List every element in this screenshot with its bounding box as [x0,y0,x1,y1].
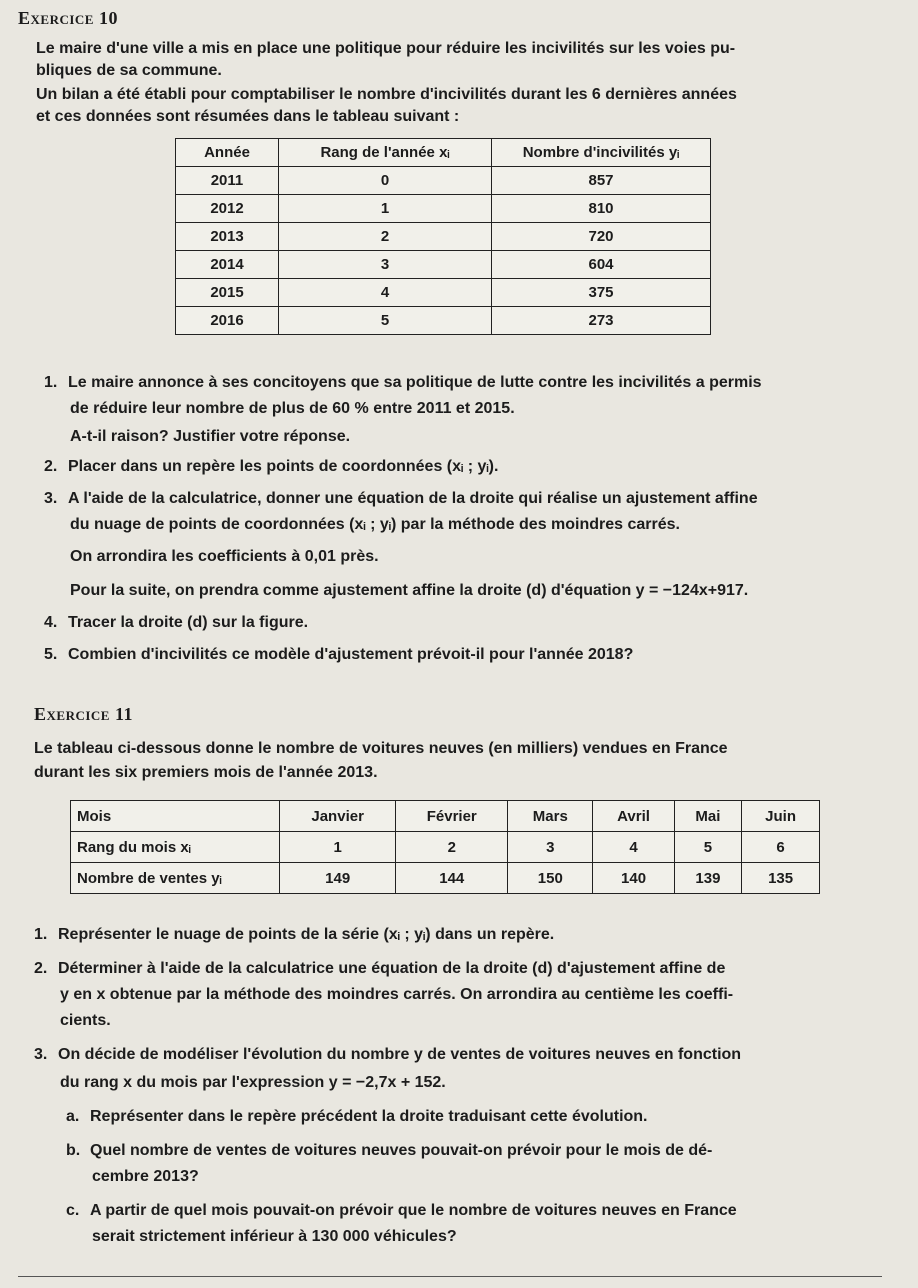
question-text: Représenter le nuage de points de la série (xᵢ ; yᵢ) dans un repère. [58,926,555,943]
table-header: Nombre d'incivilités yᵢ [492,139,711,167]
ex11-question-3a [66,1104,648,1130]
ex10-intro-line-3: Un bilan a été établi pour comptabiliser le nombre d'incivilités durant les 6 dernières années [36,86,737,103]
table-cell: 375 [492,279,711,307]
table-header-row [176,139,711,167]
question-text: Placer dans un repère les points de coordonnées (xᵢ ; yᵢ). [68,458,499,475]
question-number: 1. [34,926,48,943]
table-cell: 2013 [176,223,279,251]
table-row [71,863,820,894]
table-cell: 135 [742,863,820,894]
table-header: Juin [742,801,820,832]
table-cell: 149 [280,863,396,894]
exercise-11-title: Exercice 11 [34,704,133,724]
ex11-question-2 [34,956,725,982]
table-cell: 857 [492,167,711,195]
ex10-intro-line-4: et ces données sont résumées dans le tableau suivant : [36,108,460,125]
question-text: On décide de modéliser l'évolution du nombre y de ventes de voitures neuves en fonction [58,1046,742,1063]
table-cell: 720 [492,223,711,251]
table-cell: 1 [279,195,492,223]
ex11-question-3 [34,1042,741,1068]
ex10-question-3-line-3: On arrondira les coefficients à 0,01 près. [70,548,379,565]
ex11-question-3b [66,1138,712,1164]
ex11-intro-line-2: durant les six premiers mois de l'année 2013. [34,764,378,781]
ex11-question-1 [34,922,554,948]
ex11-question-2-line-3: cients. [60,1012,111,1029]
question-text: Combien d'incivilités ce modèle d'ajustement prévoit-il pour l'année 2018? [68,646,634,663]
question-text: Représenter dans le repère précédent la droite traduisant cette évolution. [90,1108,648,1125]
ex10-question-3-line-2: du nuage de points de coordonnées (xᵢ ; yᵢ) par la méthode des moindres carrés. [70,516,680,533]
table-cell: 1 [280,832,396,863]
table-cell: 140 [593,863,674,894]
question-number: 5. [44,646,58,663]
table-header: Février [396,801,508,832]
table-row [176,195,711,223]
question-number: 2. [44,458,58,475]
table-row [71,801,820,832]
question-text: Tracer la droite (d) sur la figure. [68,614,309,631]
row-label: Rang du mois xᵢ [71,832,280,863]
ex10-intro-line-1: Le maire d'une ville a mis en place une politique pour réduire les incivilités sur les voies pu- [36,40,736,57]
table-cell: 273 [492,307,711,335]
table-header: Rang de l'année xᵢ [279,139,492,167]
ex10-question-2 [44,454,498,480]
ex10-question-1-line-3: A-t-il raison? Justifier votre réponse. [70,428,351,445]
table-cell: 604 [492,251,711,279]
table-cell: 3 [508,832,593,863]
table-header: Mai [674,801,741,832]
question-number: 4. [44,614,58,631]
question-text: Quel nombre de ventes de voitures neuves pouvait-on prévoir pour le mois de dé- [90,1142,713,1159]
table-cell: 2015 [176,279,279,307]
question-text: A partir de quel mois pouvait-on prévoir que le nombre de voitures neuves en France [90,1202,737,1219]
table-header: Janvier [280,801,396,832]
question-number: 3. [34,1046,48,1063]
table-row [176,307,711,335]
page-bottom-divider [18,1276,882,1277]
table-cell: 0 [279,167,492,195]
ex10-question-5 [44,642,633,668]
table-cell: 150 [508,863,593,894]
question-number: 2. [34,960,48,977]
ex10-question-3 [44,486,758,512]
row-label: Mois [71,801,280,832]
ex11-question-2-line-2: y en x obtenue par la méthode des moindres carrés. On arrondira au centième les coeffi- [60,986,734,1003]
table-cell: 2 [396,832,508,863]
question-number: 3. [44,490,58,507]
table-cell: 2014 [176,251,279,279]
ex10-intro-line-2: bliques de sa commune. [36,62,222,79]
table-header: Avril [593,801,674,832]
ex10-question-3-line-4: Pour la suite, on prendra comme ajustement affine la droite (d) d'équation y = −124x+917. [70,582,749,599]
table-cell: 5 [279,307,492,335]
question-text: Déterminer à l'aide de la calculatrice une équation de la droite (d) d'ajustement affine de [58,960,726,977]
table-row [176,223,711,251]
table-row [176,167,711,195]
ex11-question-3c-line-2: serait strictement inférieur à 130 000 véhicules? [92,1228,457,1245]
table-cell: 2011 [176,167,279,195]
table-cell: 139 [674,863,741,894]
table-row [71,832,820,863]
table-cell: 2016 [176,307,279,335]
table-cell: 3 [279,251,492,279]
ex11-question-3-line-2: du rang x du mois par l'expression y = −2,7x + 152. [60,1074,446,1091]
ex10-data-table [175,138,711,335]
question-letter: a. [66,1108,80,1125]
table-cell: 144 [396,863,508,894]
table-header: Mars [508,801,593,832]
question-text: Le maire annonce à ses concitoyens que sa politique de lutte contre les incivilités a permis [68,374,762,391]
table-cell: 6 [742,832,820,863]
ex11-question-3c [66,1198,737,1224]
table-cell: 810 [492,195,711,223]
row-label: Nombre de ventes yᵢ [71,863,280,894]
ex10-question-1 [44,370,762,396]
question-letter: b. [66,1142,81,1159]
table-cell: 4 [593,832,674,863]
question-number: 1. [44,374,58,391]
ex10-question-4 [44,610,308,636]
ex11-data-table [70,800,820,894]
table-row [176,251,711,279]
table-row [176,279,711,307]
ex11-intro-line-1: Le tableau ci-dessous donne le nombre de voitures neuves (en milliers) vendues en France [34,740,728,757]
ex10-question-1-line-2: de réduire leur nombre de plus de 60 % entre 2011 et 2015. [70,400,515,417]
table-cell: 2012 [176,195,279,223]
table-cell: 4 [279,279,492,307]
question-text: A l'aide de la calculatrice, donner une équation de la droite qui réalise un ajustement affine [68,490,758,507]
exercise-10-title: Exercice 10 [18,8,118,28]
table-header: Année [176,139,279,167]
table-cell: 5 [674,832,741,863]
table-cell: 2 [279,223,492,251]
ex11-question-3b-line-2: cembre 2013? [92,1168,199,1185]
question-letter: c. [66,1202,80,1219]
